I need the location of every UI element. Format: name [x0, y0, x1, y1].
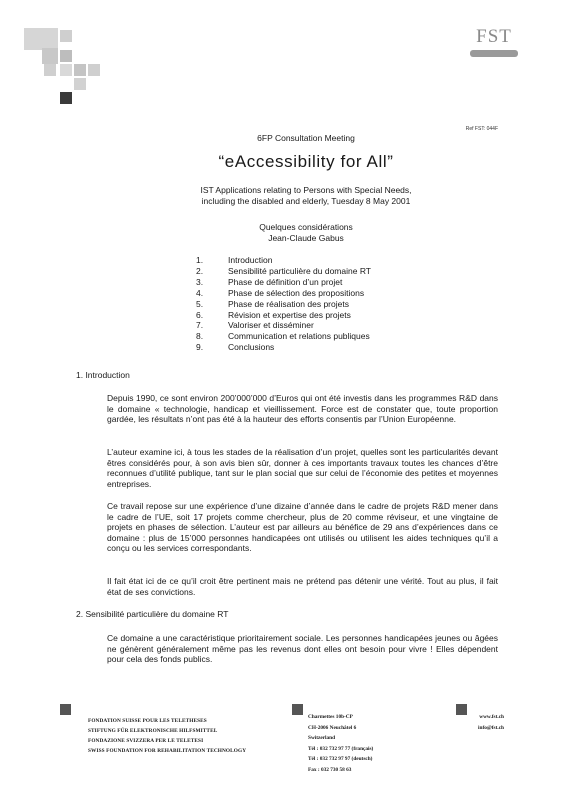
toc-label: Révision et expertise des projets [228, 309, 351, 320]
footer-square [60, 704, 71, 715]
subtitle-line: IST Applications relating to Persons with Special Needs, [200, 185, 412, 195]
paragraph: Ce domaine a une caractéristique prioritairement sociale. Les personnes handicapées jeunes ou âgées ne génèrent généralement même pas les revenus dont elles ont besoin pour vivre ! Elles dépendent pour cela des fonds publics. [107, 633, 498, 665]
toc-number: 9. [196, 342, 204, 353]
toc-item [196, 288, 371, 299]
footer-line: FONDATION SUISSE POUR LES TELETHESES [88, 718, 207, 724]
footer-line: CH-2006 Neuchâtel 6 [308, 724, 357, 731]
website-link[interactable]: www.fst.ch [479, 714, 504, 720]
toc-label: Valoriser et disséminer [228, 320, 314, 331]
toc-item [196, 266, 371, 277]
reference-number: Ref FST: 044F [465, 126, 498, 132]
toc-item [196, 320, 371, 331]
footer-foundation-names [88, 716, 246, 756]
toc-item [196, 331, 371, 342]
table-of-contents [196, 255, 371, 353]
considerations-label: Quelques considérations [259, 222, 353, 232]
paragraph: Depuis 1990, ce sont environ 200’000’000 d’Euros qui ont été investis dans les programmes R&D dans le domaine « technologie, handicap et vieillissement. Force est de constater que, toute proportion gardée, les résultats n’ont pas été à la hauteur des efforts consentis par l’Union Européenne. [107, 393, 498, 425]
toc-label: Communication et relations publiques [228, 331, 370, 342]
email-link[interactable]: info@fst.ch [478, 724, 504, 731]
toc-number: 5. [196, 298, 204, 309]
footer-line: Tél : 032 732 97 77 (français) [308, 745, 374, 752]
toc-label: Phase de sélection des propositions [228, 287, 365, 298]
author-name: Jean-Claude Gabus [268, 233, 344, 243]
toc-number: 8. [196, 331, 204, 342]
toc-number: 7. [196, 320, 204, 331]
footer-line: Charmettes 10b-CP [308, 714, 353, 720]
logo-text: FST [476, 26, 512, 47]
document-subtitle [0, 185, 565, 207]
toc-label: Sensibilité particulière du domaine RT [228, 265, 372, 276]
toc-item [196, 299, 371, 310]
toc-number: 2. [196, 265, 204, 276]
toc-item [196, 342, 371, 353]
toc-item [196, 277, 371, 288]
author-block [0, 222, 565, 244]
footer-address [308, 712, 373, 775]
logo-bar [470, 50, 518, 57]
paragraph: Ce travail repose sur une expérience d’une dizaine d’année dans le cadre de projets R&D mener dans le cadre de l’UE, soit 17 projets comme chercheur, plus de 20 comme réviseur, et une vingtaine de projets en phases de sélection. L’auteur est par ailleurs au bénéfice de 29 ans d’expériences dans ce domaine : plus de 15’000 personnes handicapées ont utilisés ou utilisent les aides techniques qu’il a conçu ou les services correspondants. [107, 501, 498, 554]
paragraph: L’auteur examine ici, à tous les stades de la réalisation d’un projet, quelles sont les particularités devant êtres considérés pour, à son avis bien sûr, donner à ces importants travaux toutes les chances d’être reconnues d’utilité publique, tant sur le plan social que sur celui de l’économie des petites et moyennes entreprises. [107, 447, 498, 489]
footer-line: STIFTUNG FÜR ELEKTRONISCHE HILFSMITTEL [88, 728, 218, 734]
toc-number: 3. [196, 276, 204, 287]
section-heading: 1. Introduction [76, 370, 130, 380]
footer-line: FONDAZIONE SVIZZERA PER LE TELETESI [88, 738, 204, 744]
subtitle-line: including the disabled and elderly, Tuesday 8 May 2001 [201, 196, 411, 206]
footer-square [456, 704, 467, 715]
meeting-name: 6FP Consultation Meeting [257, 133, 355, 143]
footer-square [292, 704, 303, 715]
footer-line: SWISS FOUNDATION FOR REHABILITATION TECHNOLOGY [88, 748, 247, 754]
toc-number: 6. [196, 309, 204, 320]
paragraph: Il fait état ici de ce qu’il croit être pertinent mais ne prétend pas détenir une vérité. Tout au plus, il fait état de ses convictions. [107, 576, 498, 597]
fst-logo [468, 26, 520, 64]
section-heading: 2. Sensibilité particulière du domaine RT [76, 609, 229, 619]
toc-label: Introduction [228, 255, 273, 265]
toc-label: Conclusions [228, 342, 275, 353]
toc-item [196, 310, 371, 321]
document-title: “eAccessibility for All” [218, 152, 394, 171]
footer-line: Switzerland [308, 735, 336, 741]
footer-contact [468, 712, 504, 733]
toc-number: 4. [196, 287, 204, 298]
toc-label: Phase de réalisation des projets [228, 298, 349, 309]
toc-item [196, 255, 371, 266]
toc-label: Phase de définition d’un projet [228, 276, 343, 287]
footer-line: Tél : 032 732 97 97 (deutsch) [308, 756, 373, 762]
toc-number: 1. [196, 255, 204, 265]
footer-line: Fax : 032 730 58 63 [308, 766, 352, 773]
